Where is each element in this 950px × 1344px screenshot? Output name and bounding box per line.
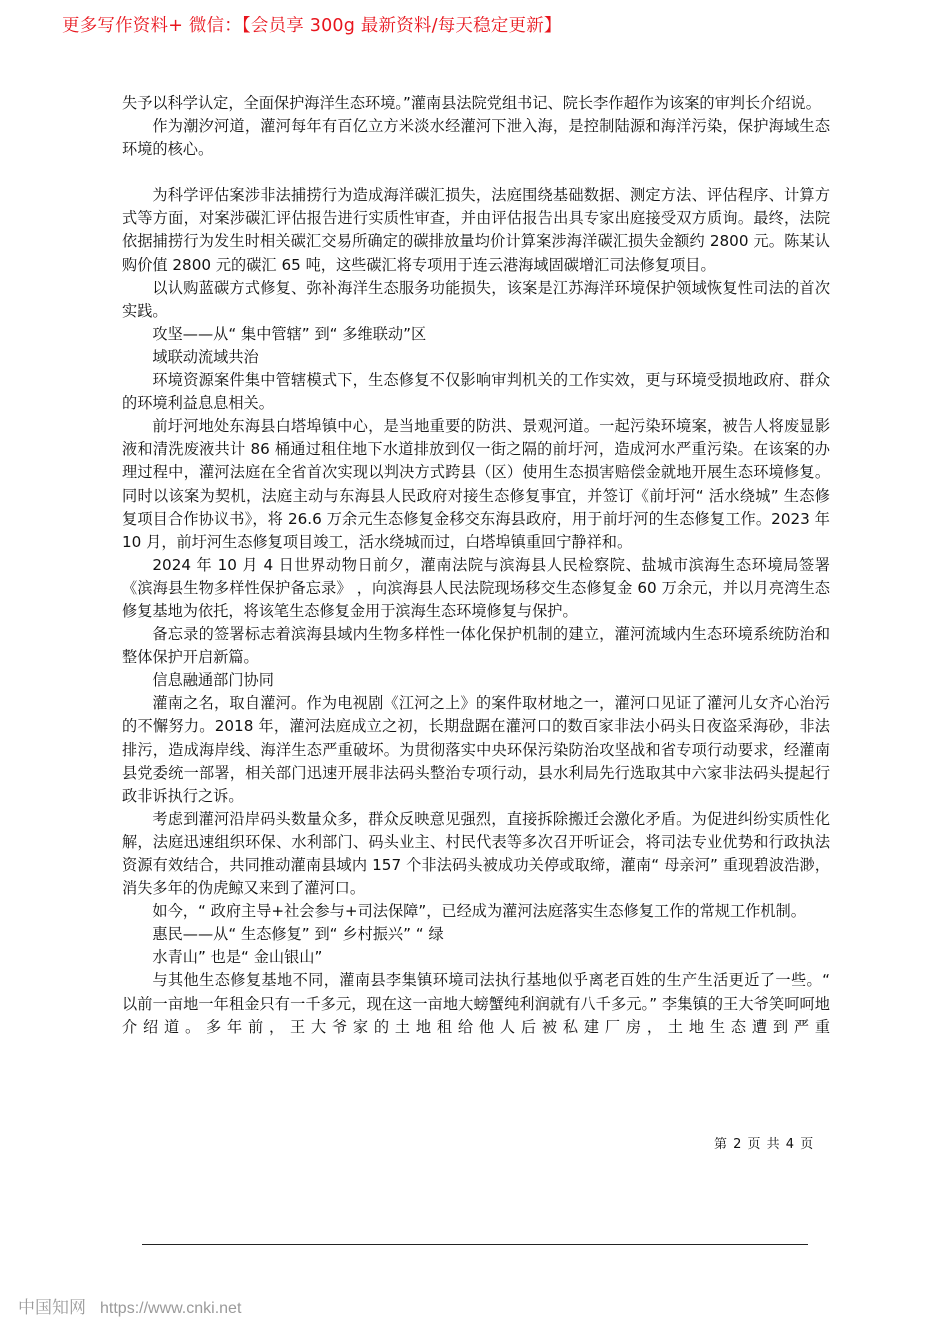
paragraph: 灌南之名，取自灌河。作为电视剧《江河之上》的案件取材地之一，灌河口见证了灌河儿女齐心治污的不懈努力。2018 年，灌河法庭成立之初，长期盘踞在灌河口的数百家非法小码头日夜盗采海砂，非法排污，造成海岸线、海洋生态严重破坏。为贯彻落实中央环保污染防治攻坚战和省专项行动要求，经灌南县党委统一部署，相关部门迅速开展非法码头整治专项行动，县水利局先行选取其中六家非法码头提起行政非诉执行之诉。 — [122, 694, 830, 805]
page-indicator: 第 2 页 共 4 页 — [714, 1137, 815, 1152]
paragraph: 如今，“ 政府主导+社会参与+司法保障”，已经成为灌河法庭落实生态修复工作的常规工作机制。 — [152, 902, 806, 921]
promo-banner: 更多写作资料+ 微信：【会员享 300g 最新资料/每天稳定更新】 — [62, 16, 562, 36]
article-body — [122, 92, 830, 1039]
watermark-url: https://www.cnki.net — [100, 1300, 242, 1317]
paragraph: 攻坚——从“ 集中管辖” 到“ 多维联动”区 — [152, 324, 427, 343]
cnki-watermark — [18, 1293, 241, 1318]
paragraph: 考虑到灌河沿岸码头数量众多，群众反映意见强烈，直接拆除搬迁会激化矛盾。为促进纠纷实质性化解，法庭迅速组织环保、水利部门、码头业主、村民代表等多次召开听证会，将司法专业优势和行政执法资源有效结合，共同推动灌南县域内 157 个非法码头被成功关停或取缔，灌南“ 母亲河” 重现碧波浩渺，消失多年的伪虎鲸又来到了灌河口。 — [122, 809, 830, 898]
paragraph: 作为潮汐河道，灌河每年有百亿立方米淡水经灌河下泄入海，是控制陆源和海洋污染，保护海域生态环境的核心。 — [122, 117, 830, 159]
paragraph: 与其他生态修复基地不同，灌南县李集镇环境司法执行基地似乎离老百姓的生产生活更近了一些。“ 以前一亩地一年租金只有一千多元，现在这一亩地大螃蟹纯利润就有八千多元。” 李集镇的王大爷笑呵呵地介绍道。多年前，王大爷家的土地租给他人后被私建厂房，土地生态遭到严重 — [122, 971, 830, 1036]
paragraph: 环境资源案件集中管辖模式下，生态修复不仅影响审判机关的工作实效，更与环境受损地政府、群众的环境利益息息相关。 — [122, 371, 830, 413]
paragraph: 惠民——从“ 生态修复” 到“ 乡村振兴” “ 绿 — [152, 925, 444, 944]
paragraph: 2024 年 10 月 4 日世界动物日前夕，灌南法院与滨海县人民检察院、盐城市滨海生态环境局签署《滨海县生物多样性保护备忘录》 ，向滨海县人民法院现场移交生态修复金 60 万余元，并以月亮湾生态修复基地为依托，将该笔生态修复金用于滨海生态环境修复与保护。 — [122, 555, 830, 620]
paragraph: 以认购蓝碳方式修复、弥补海洋生态服务功能损失，该案是江苏海洋环境保护领域恢复性司法的首次实践。 — [122, 278, 830, 320]
paragraph: 失予以科学认定，全面保护海洋生态环境。”灌南县法院党组书记、院长李作超作为该案的审判长介绍说。 — [122, 94, 821, 112]
paragraph: 水青山” 也是“ 金山银山” — [152, 948, 323, 967]
paragraph: 域联动流域共治 — [152, 347, 259, 366]
paragraph: 为科学评估案涉非法捕捞行为造成海洋碳汇损失，法庭围绕基础数据、测定方法、评估程序、计算方式等方面，对案涉碳汇评估报告进行实质性审查，并由评估报告出具专家出庭接受双方质询。最终，法院依据捕捞行为发生时相关碳汇交易所确定的碳排放量均价计算案涉海洋碳汇损失金额约 2800 元。陈某认购价值 2800 元的碳汇 65 吨，这些碳汇将专项用于连云港海域固碳增汇司法修复项目。 — [122, 186, 830, 274]
footer-divider — [142, 1244, 808, 1245]
paragraph: 备忘录的签署标志着滨海县域内生物多样性一体化保护机制的建立，灌河流域内生态环境系统防治和整体保护开启新篇。 — [122, 625, 830, 667]
watermark-brand: 中国知网 — [18, 1298, 86, 1317]
paragraph: 前圩河地处东海县白塔埠镇中心，是当地重要的防洪、景观河道。一起污染环境案，被告人将废显影液和清洗废液共计 86 桶通过租住地下水道排放到仅一街之隔的前圩河，造成河水严重污染。在该案的办理过程中，灌河法庭在全省首次实现以判决方式跨县（区）使用生态损害赔偿金就地开展生态环境修复。同时以该案为契机，法庭主动与东海县人民政府对接生态修复事宜，并签订《前圩河“ 活水绕城” 生态修复项目合作协议书》，将 26.6 万余元生态修复金移交东海县政府，用于前圩河的生态修复工作。2023 年 10 月，前圩河生态修复项目竣工，活水绕城而过，白塔埠镇重回宁静祥和。 — [122, 417, 830, 551]
paragraph: 信息融通部门协同 — [152, 671, 274, 690]
